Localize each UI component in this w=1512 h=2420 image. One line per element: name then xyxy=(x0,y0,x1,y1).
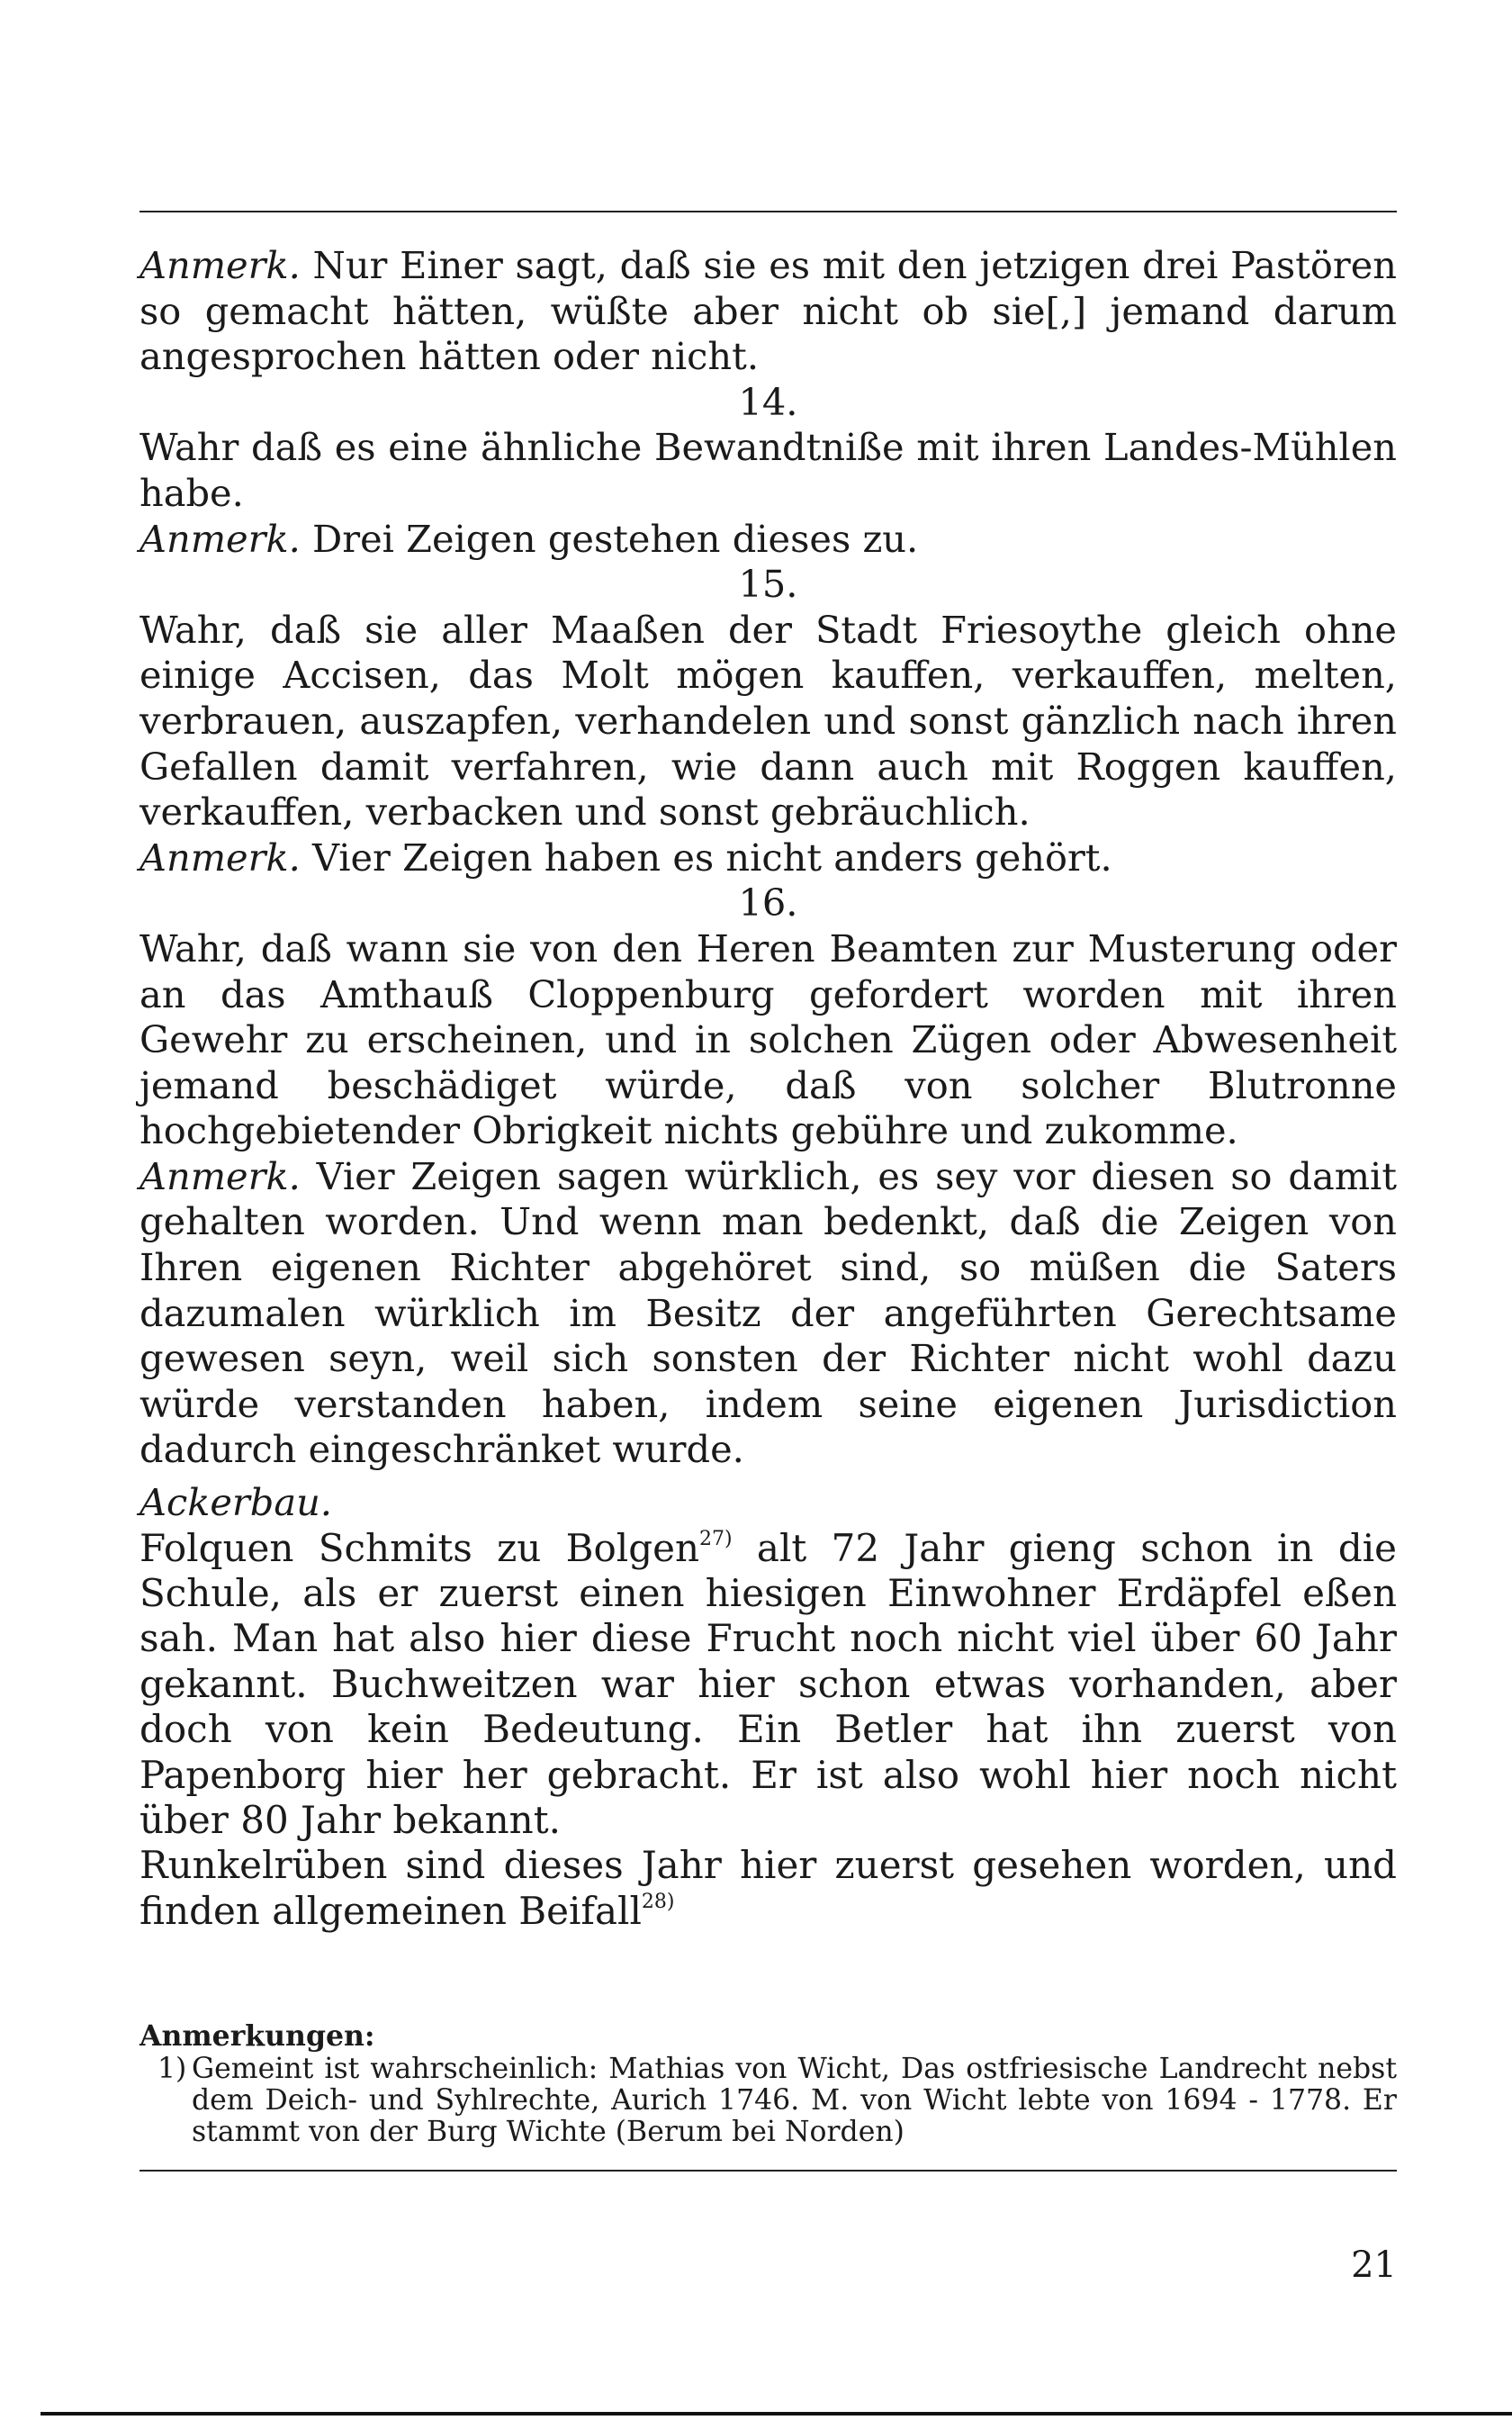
page-number: 21 xyxy=(1351,2244,1397,2286)
annotation-text: Vier Zeigen haben es nicht anders gehört. xyxy=(300,835,1112,880)
article-paragraph: Wahr, daß wann sie von den Heren Beamten zur Musterung oder an das Amthauß Cloppenburg gefordert worden mit ihren Gewehr zu erscheinen, und in solchen Zügen oder Abwesenheit jemand beschädiget würde, daß von solcher Blutronne hochgebietender Obrigkeit nichts gebühre und zukomme. xyxy=(140,926,1397,1153)
article-number: 15. xyxy=(738,562,798,607)
body-text xyxy=(140,243,1397,1934)
paragraph-text: Folquen Schmits zu Bolgen xyxy=(140,1525,700,1570)
paragraph-text: Runkelrüben sind dieses Jahr hier zuerst gesehen worden, und finden allgemeinen Beifall xyxy=(140,1843,1397,1933)
footnote-ref: 28) xyxy=(641,1890,675,1913)
article-paragraph: Wahr, daß sie aller Maaßen der Stadt Friesoythe gleich ohne einige Accisen, das Molt mögen kauffen, verkauffen, melten, verbrauen, auszapfen, verhandelen und sonst gänzlich nach ihren Gefallen damit verfahren, wie dann auch mit Roggen kauffen, verkauffen, verbacken und sonst gebräuchlich. xyxy=(140,607,1397,835)
annotation-label: Anmerk. xyxy=(140,1153,301,1198)
footnote-number: 1) xyxy=(158,2053,187,2085)
annotation-label: Anmerk. xyxy=(140,243,301,287)
footnote-text: Gemeint ist wahrscheinlich: Mathias von Wicht, Das ostfriesische Landrecht nebst dem Deich- und Syhlrechte, Aurich 1746. M. von Wicht lebte von 1694 - 1778. Er stammt von der Burg Wichte (Berum bei Norden) xyxy=(192,2053,1397,2148)
annotation-text: Nur Einer sagt, daß sie es mit den jetzigen drei Pastören so gemacht hätten, wüßte aber nicht ob sie[,] jemand darum angesprochen hätten oder nicht. xyxy=(140,243,1397,379)
body-paragraph xyxy=(140,1526,1397,1844)
annotation-paragraph xyxy=(140,517,1397,563)
article-number: 16. xyxy=(738,880,798,926)
bottom-rule xyxy=(40,2412,1512,2415)
annotation-label: Anmerk. xyxy=(140,516,301,561)
footnote-ref: 27) xyxy=(699,1527,733,1550)
article-paragraph: Wahr daß es eine ähnliche Bewandtniße mit ihren Landes-Mühlen habe. xyxy=(140,425,1397,515)
body-paragraph xyxy=(140,1843,1397,1934)
footnote-rule xyxy=(140,2170,1397,2172)
section-heading: Ackerbau. xyxy=(140,1480,332,1525)
annotation-label: Anmerk. xyxy=(140,835,301,880)
annotation-paragraph xyxy=(140,243,1397,380)
annotation-text: Vier Zeigen sagen würklich, es sey vor diesen so damit gehalten worden. Und wenn man bedenkt, daß die Zeigen von Ihren eigenen Richter abgehöret sind, so müßen die Saters dazumalen würklich im Besitz der angeführten Gerechtsame gewesen seyn, weil sich sonsten der Richter nicht wohl dazu würde verstanden haben, indem seine eigenen Jurisdiction dadurch eingeschränket wurde. xyxy=(140,1153,1397,1472)
paragraph-text-continued: alt 72 Jahr gieng schon in die Schule, als er zuerst einen hiesigen Einwohner Erdäpfel eßen sah. Man hat also hier diese Frucht noch nicht viel über 60 Jahr gekannt. Buchweitzen war hier schon etwas vorhanden, aber doch von kein Bedeutung. Ein Betler hat ihn zuerst von Papenborg hier her gebracht. Er ist also wohl hier noch nicht über 80 Jahr bekannt. xyxy=(140,1525,1397,1843)
annotation-paragraph xyxy=(140,835,1397,881)
annotation-paragraph xyxy=(140,1154,1397,1473)
footnote-item xyxy=(140,2054,1397,2148)
footnotes xyxy=(140,2020,1397,2148)
footnotes-title: Anmerkungen: xyxy=(140,2019,375,2053)
article-number: 14. xyxy=(738,379,798,424)
top-rule xyxy=(140,211,1397,212)
annotation-text: Drei Zeigen gestehen dieses zu. xyxy=(300,516,919,561)
